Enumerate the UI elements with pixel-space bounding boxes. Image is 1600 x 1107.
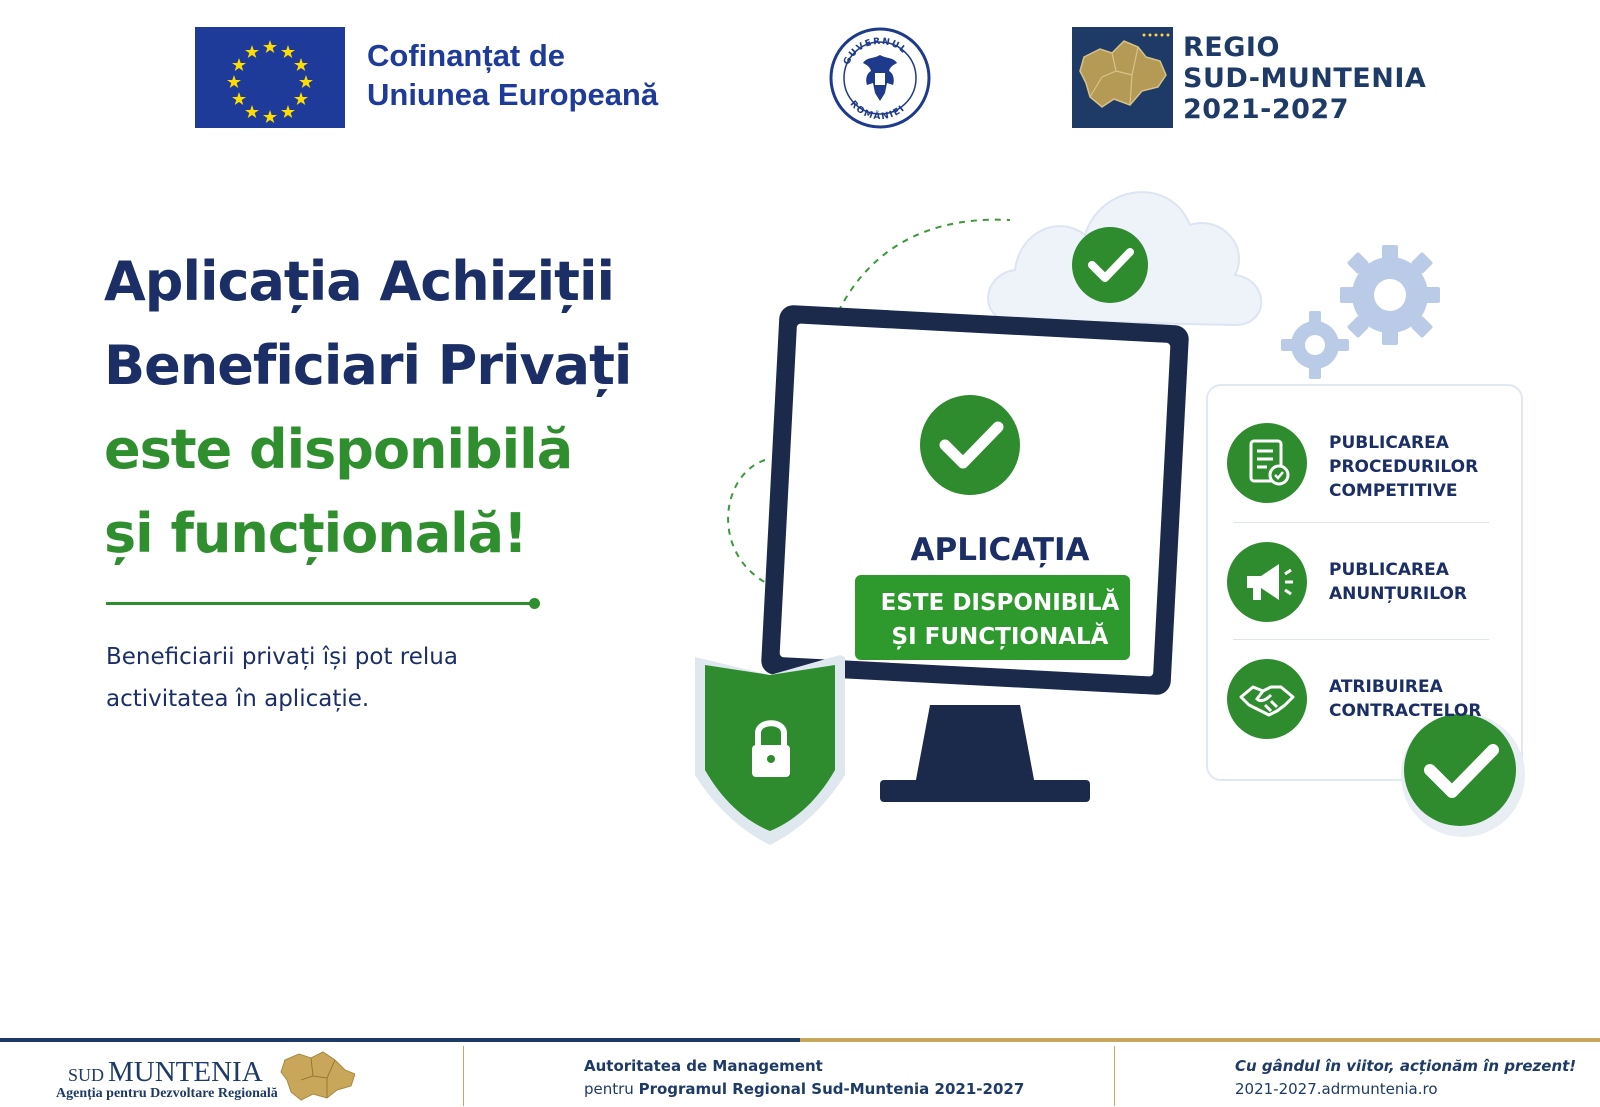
panel-item-0-line3: COMPETITIVE: [1329, 481, 1458, 501]
svg-text:GUVERNUL: GUVERNUL: [842, 36, 909, 67]
panel-item-1-line2: ANUNȚURILOR: [1329, 584, 1468, 604]
footer-mid-prefix: pentru: [584, 1080, 639, 1098]
regio-line3: 2021-2027: [1183, 94, 1349, 125]
eu-cofinancing-text: [367, 36, 658, 114]
screen-badge-line2: ȘI FUNCȚIONALĂ: [891, 624, 1109, 650]
panel-item-announcements: [1227, 542, 1507, 632]
footer-logo-small: SUD: [68, 1065, 105, 1085]
panel-item-contracts: [1227, 659, 1507, 749]
screen-title: APLICAȚIA: [910, 532, 1090, 568]
panel-separator: [1233, 639, 1489, 640]
footer-logo-title: [68, 1056, 263, 1089]
footer-mid-line1: Autoritatea de Management: [584, 1057, 823, 1075]
panel-item-1-line1: PUBLICAREA: [1329, 560, 1449, 580]
headline-line1: Aplicația Achiziții: [104, 250, 615, 313]
page-headline: [104, 240, 631, 576]
footer-logo-sub: Agenția pentru Dezvoltare Regională: [56, 1086, 278, 1101]
panel-label-contracts: [1329, 675, 1509, 723]
headline-divider: [106, 602, 534, 605]
megaphone-icon: [1227, 542, 1307, 622]
headline-line2: Beneficiari Privați: [104, 334, 632, 397]
headline-line4: și funcțională!: [104, 502, 527, 565]
footer-bar-gold: [800, 1038, 1600, 1042]
footer-slogan: [1235, 1055, 1576, 1101]
panel-item-procedures: [1227, 423, 1507, 513]
panel-label-procedures: [1329, 431, 1509, 503]
regio-map-logo: [1072, 27, 1173, 128]
eu-text-line1: Cofinanțat de: [367, 38, 566, 73]
footer-website-link[interactable]: 2021-2027.adrmuntenia.ro: [1235, 1080, 1438, 1098]
monitor-stand: [915, 705, 1035, 785]
svg-text:ROMÂNIEI: ROMÂNIEI: [847, 99, 908, 123]
footer-mid-line2: [584, 1078, 1024, 1101]
footer-separator: [463, 1046, 464, 1106]
government-seal-logo: [829, 27, 931, 129]
regio-text: [1183, 32, 1426, 125]
screen-badge-line1: ESTE DISPONIBILĂ: [880, 590, 1120, 616]
panel-item-0-line1: PUBLICAREA: [1329, 433, 1449, 453]
monitor-base: [880, 780, 1090, 802]
eu-flag-logo: [195, 27, 345, 128]
panel-separator: [1233, 522, 1489, 523]
eu-text-line2: Uniunea Europeană: [367, 77, 659, 112]
panel-item-0-line2: PROCEDURILOR: [1329, 457, 1479, 477]
regio-line2: SUD-MUNTENIA: [1183, 63, 1427, 94]
headline-line3: este disponibilă: [104, 418, 573, 481]
footer-logo-big: MUNTENIA: [108, 1056, 263, 1088]
footer-separator: [1114, 1046, 1115, 1106]
panel-item-2-line1: ATRIBUIREA: [1329, 677, 1443, 697]
subtext-line1: Beneficiarii privați își pot relua: [106, 644, 458, 670]
subtext-line2: activitatea în aplicație.: [106, 686, 370, 712]
cloud-check-icon: [1072, 227, 1148, 303]
document-check-icon: [1227, 423, 1307, 503]
panel-item-2-line2: CONTRACTELOR: [1329, 701, 1482, 721]
regio-line1: REGIO: [1183, 32, 1280, 63]
footer-managing-authority: [584, 1055, 1024, 1101]
illustration: [690, 175, 1590, 875]
footer-slogan-text: Cu gândul în viitor, acționăm în prezent!: [1235, 1057, 1577, 1075]
footer-bar-navy: [0, 1038, 800, 1042]
divider-dot: [529, 598, 540, 609]
panel-label-announcements: [1329, 558, 1509, 606]
screen-check-icon: [920, 395, 1020, 495]
handshake-icon: [1227, 659, 1307, 739]
subtext: [106, 636, 536, 720]
footer-mid-program: Programul Regional Sud-Muntenia 2021-2027: [638, 1080, 1025, 1098]
eu-stars-icon: [195, 27, 345, 128]
